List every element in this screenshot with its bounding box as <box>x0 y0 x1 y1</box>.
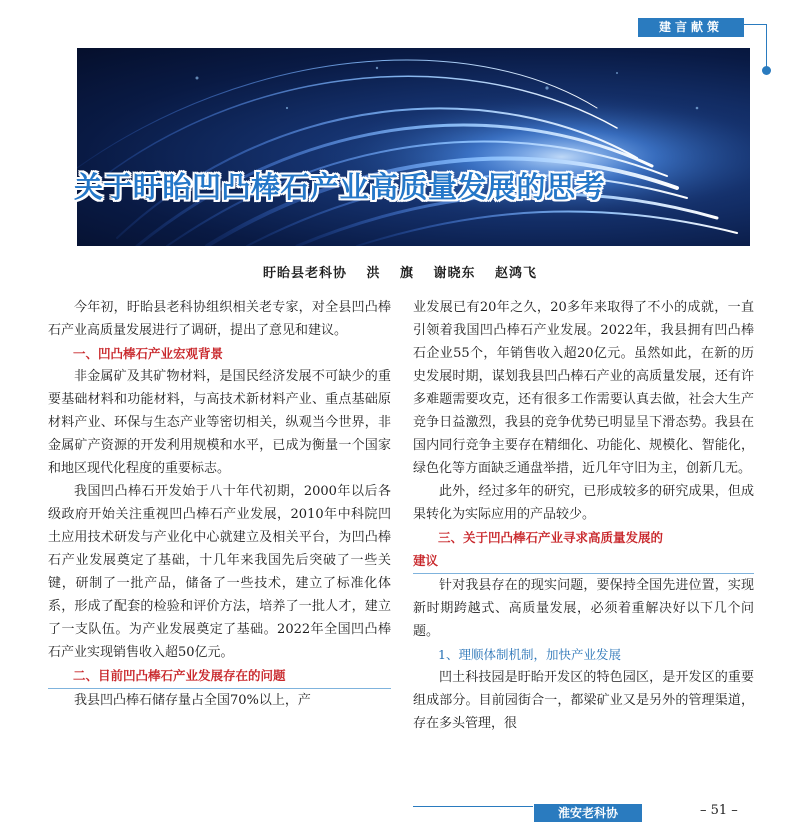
section-heading: 三、关于凹凸棒石产业寻求高质量发展的 <box>438 530 664 545</box>
article-title: 关于盱眙凹凸棒石产业高质量发展的思考 <box>74 170 606 204</box>
author-line: 盱眙县老科协 洪 旗 谢晓东 赵鸿飞 <box>262 266 538 281</box>
tag-dot <box>762 66 771 75</box>
paragraph: 今年初，盱眙县老科协组织相关老专家，对全县凹凸棒石产业高质量发展进行了调研，提出了意见和建议。 <box>48 300 391 338</box>
page-number: – 51 – <box>700 803 738 818</box>
section-heading: 一、凹凸棒石产业宏观背景 <box>73 346 224 361</box>
section-heading: 二、目前凹凸棒石产业发展存在的问题 <box>48 664 391 689</box>
paragraph: 此外，经过多年的研究，已形成较多的研究成果，但成果转化为实际应用的产品较少。 <box>413 484 754 522</box>
paragraph: 业发展已有20年之久，20多年来取得了不小的成就，一直引领着我国凹凸棒石产业发展。2022年，我县拥有凹凸棒石企业55个，年销售收入超20亿元。虽然如此，在新的历史发展时期，谋划我县凹凸棒石产业的高质量发展，还有许多难题需要攻克，还有很多工作需要认真去做，社会大生产竞争日益激烈，我县的竞争优势已明显呈下滑态势。我县在国内同行竞争主要存在精细化、功能化、规模化、智能化，绿色化等方面缺乏通盘举措，近几年守旧为主，创新几无。 <box>413 300 754 476</box>
subsection-heading: 1、理顺体制机制，加快产业发展 <box>438 647 621 662</box>
hero-image <box>77 48 750 246</box>
paragraph: 非金属矿及其矿物材料，是国民经济发展不可缺少的重要基础材料和功能材料，与高技术新材料产业、重点基础原材料产业、环保与生态产业等密切相关，纵观当今世界，非金属矿产资源的开发利用规模和水平，已成为衡量一个国家和地区现代化程度的重要标志。 <box>48 369 391 476</box>
paragraph: 我县凹凸棒石储存量占全国70%以上，产 <box>74 693 311 708</box>
footer-rule <box>413 806 533 807</box>
left-column <box>48 296 391 712</box>
paragraph: 针对我县存在的现实问题，要保持全国先进位置，实现新时期跨越式、高质量发展，必须着重解决好以下几个问题。 <box>413 578 754 639</box>
journal-name: 淮安老科协 2023.3 <box>534 804 642 822</box>
paragraph: 凹土科技园是盱眙开发区的特色园区，是开发区的重要组成部分。目前园街合一，都梁矿业又是另外的管理渠道，存在多头管理，很 <box>413 670 754 731</box>
right-column <box>413 296 754 735</box>
paragraph: 我国凹凸棒石开发始于八十年代初期，2000年以后各级政府开始关注重视凹凸棒石产业发展，2010年中科院凹土应用技术研发与产业化中心就建立及相关平台，为凹凸棒石产业发展奠定了基础，十几年来我国先后突破了一些关键，研制了一批产品，储备了一些技术，建立了标准化体系，形成了配套的检验和评价方法，培养了一批人才，建立了一支队伍。为产业发展奠定了基础。2022年全国凹凸棒石产业实现销售收入超50亿元。 <box>48 484 391 660</box>
section-tag: 建言献策 <box>638 18 744 37</box>
section-heading-continued: 建议 <box>413 549 754 574</box>
light-streaks-graphic <box>77 48 750 246</box>
